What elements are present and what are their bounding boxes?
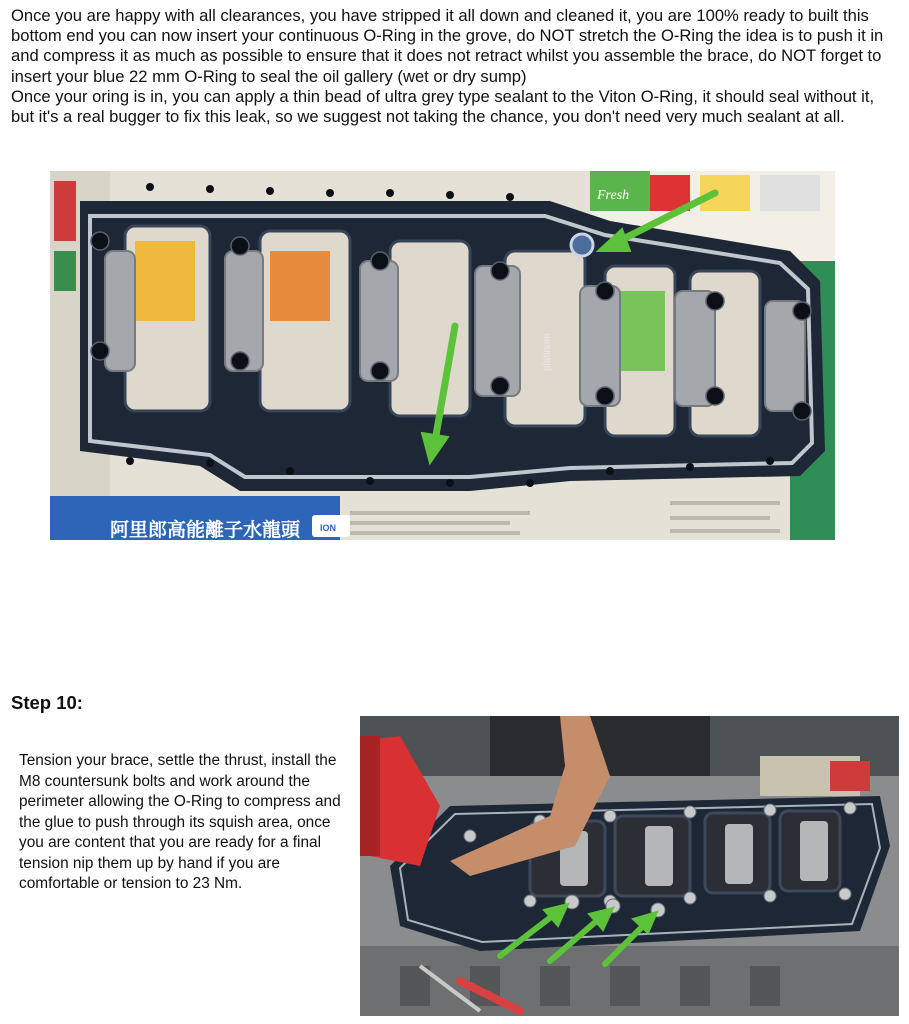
- brace-oring-photo: [50, 171, 835, 540]
- step-10-instructions: Tension your brace, settle the thrust, install the M8 countersunk bolts and work around the perimeter allowing the O-Ring to compress and the glue to push through its squish area, once you are content that you are ready for a final tension nip them up by hand if you are comfortable or tension to 23 Nm.: [19, 752, 341, 892]
- fresh-label: Fresh: [597, 188, 630, 203]
- brand-label: platinum: [542, 333, 553, 371]
- tension-brace-photo: [360, 716, 899, 1016]
- intro-text: [11, 6, 891, 127]
- brace-oring-illustration: [50, 171, 835, 540]
- step-10-title: Step 10:: [11, 692, 83, 713]
- banner-label: 阿里郎高能離子水龍頭: [110, 519, 301, 540]
- tension-brace-illustration: [360, 716, 899, 1016]
- intro-paragraph-1: Once you are happy with all clearances, you have stripped it all down and cleaned it, you are 100% ready to built this bottom end you can now insert your continuous O-Ring in the grove, do NOT stretch the O-Ring the idea is to push it in and compress it as much as possible to ensure that it does not retract whilst you assemble the brace, do NOT forget to insert your blue 22 mm O-Ring to seal the oil gallery (wet or dry sump): [11, 6, 884, 86]
- intro-paragraph-2: Once your oring is in, you can apply a thin bead of ultra grey type sealant to the Viton O-Ring, it should seal without it, but it's a real bugger to fix this leak, so we suggest not taking the chance, you don't need very much sealant at all.: [11, 86, 875, 127]
- ion-label: ION: [320, 523, 337, 533]
